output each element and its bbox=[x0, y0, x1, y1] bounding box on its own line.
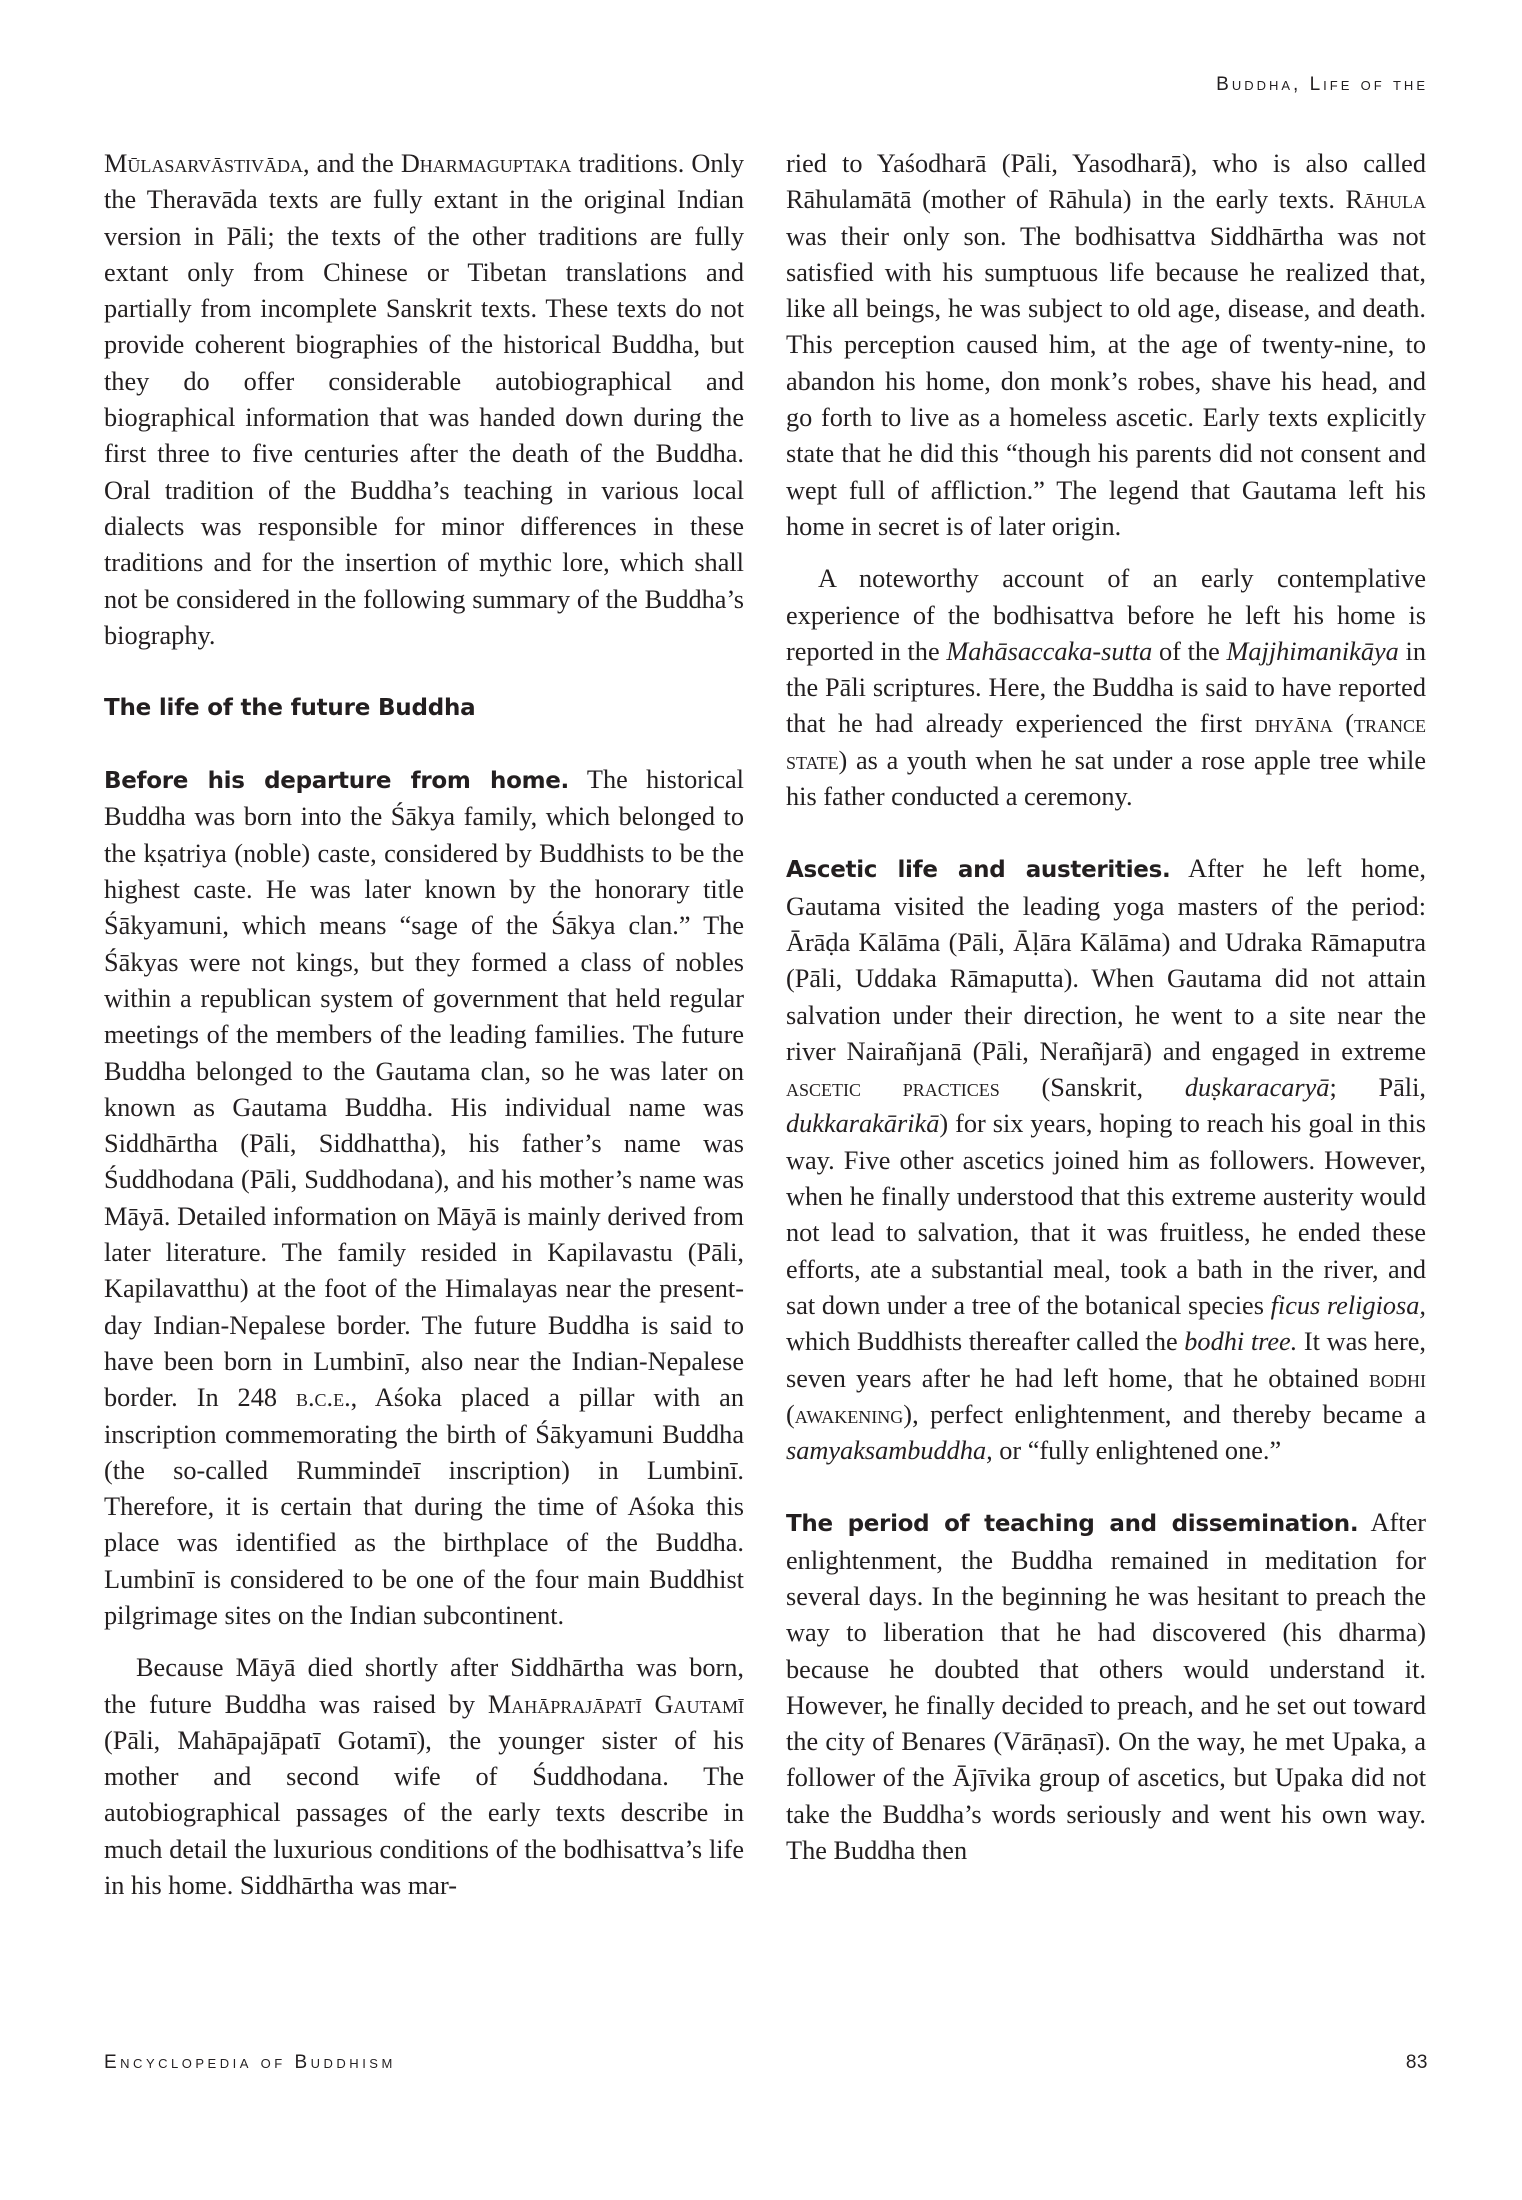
text-run: which Buddhists thereafter called the bbox=[786, 1327, 1185, 1357]
text-run: , perfect enlightenment, and thereby became a bbox=[912, 1399, 1426, 1429]
text-run: or “fully enlightened one.” bbox=[992, 1436, 1282, 1466]
page-number: 83 bbox=[1405, 2052, 1428, 2073]
small-caps-term: bodhi (awakening) bbox=[786, 1363, 1426, 1429]
italic-term: ficus religiosa, bbox=[1270, 1290, 1427, 1320]
text-run: The historical Buddha was born into the Śākya family, which belonged to the kṣatriya (noble) caste, considered by Buddhists to be the highest caste. He was later known by the honorary title Śākyamuni, which means “sage of the Śākya clan.” The Śākyas were not kings, but they formed a class of nobles within a republican system of government that held regular meetings of the members of the leading families. The future Buddha belonged to the Gautama clan, so he was later on known as Gautama Buddha. His individual name was Siddhārtha (Pāli, Siddhattha), his father’s name was Śuddhodana (Pāli, Suddhodana), and his mother’s name was Māyā. Detailed information on Māyā is mainly derived from later literature. The family resided in Kapilavastu (Pāli, Kapilavatthu) at the foot of the Himalayas near the present-day Indian-Nepalese border. The future Buddha is said to have been born in Lumbinī, also near the Indian-Nepalese border. In 248 bbox=[104, 765, 744, 1413]
right-column bbox=[786, 146, 1426, 1869]
text-run: It was here, seven years after he had left home, that he obtained bbox=[786, 1327, 1426, 1393]
text-run: was their only son. The bodhisattva Siddhārtha was not satisfied with his sumptuous life because he realized that, like all beings, he was subject to old age, disease, and death. This perception caused him, at the age of twenty-nine, to abandon his home, don monk’s robes, shave his head, and go forth to live as a homeless ascetic. Early texts explicitly state that he did this “though his parents did not consent and wept full of affliction.” The legend that Gautama left his home in secret is of later origin. bbox=[786, 221, 1426, 541]
running-head: Buddha, Life of the bbox=[1216, 74, 1428, 95]
text-run: ; Pāli, bbox=[1329, 1073, 1426, 1103]
text-run: (Sanskrit, bbox=[999, 1073, 1185, 1103]
text-run: in the Pāli scriptures. Here, the Buddha is said to have reported that he had already experienced the first bbox=[786, 636, 1426, 739]
italic-term: bodhi tree. bbox=[1184, 1327, 1298, 1357]
italic-term: duṣkaracaryā bbox=[1184, 1073, 1330, 1103]
paragraph-contemplative bbox=[786, 561, 1426, 815]
text-run: as a youth when he sat under a rose apple tree while his father conducted a ceremony. bbox=[786, 745, 1426, 812]
paragraph-body bbox=[786, 1508, 1426, 1865]
italic-term: Mahāsaccaka-sutta bbox=[946, 636, 1153, 666]
text-run: (Pāli, Mahāpajāpatī Gotamī), the younger sister of his mother and second wife of Śuddhodana. The autobiographical passages of the early texts describe in much detail the luxurious conditions of the bodhisattva’s life in his home. Siddhārtha was mar- bbox=[104, 1725, 744, 1901]
text-run: , Aśoka placed a pillar with an inscription commemorating the birth of Śākyamuni Buddha (the so-called Rummindeī inscription) in Lumbinī. Therefore, it is certain that during the time of Aśoka this place was identified as the birthplace of the Buddha. Lumbinī is considered to be one of the four main Buddhist pilgrimage sites on the Indian subcontinent. bbox=[104, 1383, 744, 1630]
runin-heading: Ascetic life and austerities. bbox=[786, 857, 1171, 884]
text-run: After he left home, Gautama visited the leading yoga masters of the period: Ārāḍa Kālāma (Pāli, Āḷāra Kālāma) and Udraka Rāmaputra (Pāli, Uddaka Rāmaputta). When Gautama did not attain salvation under their direction, he went to a site near the river Nairañjanā (Pāli, Nerañjarā) and engaged in extreme bbox=[786, 854, 1426, 1066]
section-heading: The life of the future Buddha bbox=[104, 695, 476, 722]
text-run: ried to Yaśodharā (Pāli, Yasodharā), who is also called Rāhulamātā (mother of Rāhula) in the early texts. bbox=[786, 149, 1426, 215]
small-caps-term: Dharmaguptaka bbox=[400, 149, 572, 178]
paragraph-marriage bbox=[786, 146, 1426, 545]
small-caps-term: b.c.e. bbox=[295, 1383, 351, 1413]
left-column bbox=[104, 146, 744, 1904]
text-run: A noteworthy account of an early contemplative experience of the bodhisattva before he left his home is reported in the bbox=[786, 564, 1426, 666]
paragraph-teaching bbox=[786, 1505, 1426, 1869]
paragraph-traditions bbox=[104, 146, 744, 654]
paragraph-ascetic-life bbox=[786, 851, 1426, 1469]
text-run: , and the bbox=[302, 149, 401, 178]
paragraph-maya bbox=[104, 1650, 744, 1904]
page-footer bbox=[104, 2052, 1428, 2074]
text-run: ) for six years, hoping to reach his goal in this way. Five other ascetics joined him as followers. However, when he finally understood that this extreme austerity would not lead to salvation, that it was fruitless, he ended these efforts, ate a substantial meal, took a bath in the river, and sat down under a tree of the botanical species bbox=[786, 1109, 1426, 1320]
text-run: Because Māyā died shortly after Siddhārtha was born, the future Buddha was raised by bbox=[104, 1653, 744, 1719]
publication-title: Encyclopedia of Buddhism bbox=[104, 2052, 396, 2073]
text-run: of the bbox=[1152, 636, 1227, 666]
paragraph-body bbox=[786, 854, 1426, 1465]
paragraph-body bbox=[104, 765, 744, 1630]
text-run: After enlightenment, the Buddha remained in meditation for several days. In the beginning he was hesitant to preach the way to liberation that he had discovered (his dharma) because he doubted that others would understand it. However, he finally decided to preach, and he set out toward the city of Benares (Vārāṇasī). On the way, he met Upaka, a follower of the Ājīvika group of ascetics, but Upaka did not take the Buddha’s words seriously and went his own way. The Buddha then bbox=[786, 1508, 1426, 1866]
small-caps-term: dhyāna (trance state) bbox=[786, 709, 1427, 775]
small-caps-term: Mahāprajāpatī Gautamī bbox=[487, 1689, 744, 1719]
paragraph-before-departure bbox=[104, 762, 744, 1634]
runin-heading: The period of teaching and dissemination. bbox=[786, 1511, 1359, 1538]
runin-heading: Before his departure from home. bbox=[104, 768, 569, 795]
small-caps-term: Rāhula bbox=[1345, 185, 1426, 215]
small-caps-term: Mūlasarvāstivāda bbox=[104, 149, 303, 178]
text-run: traditions. Only the Theravāda texts are fully extant in the original Indian version in Pāli; the texts of the other traditions are fully extant only from Chinese or Tibetan translations and partially from incomplete Sanskrit texts. These texts do not provide coherent biographies of the historical Buddha, but they do offer considerable autobiographical and biographical information that was handed down during the first three to five centuries after the death of the Buddha. Oral tradition of the Buddha’s teaching in various local dialects was responsible for minor differences in these traditions and for the insertion of mythic lore, which shall not be considered in the following summary of the Buddha’s biography. bbox=[104, 149, 744, 650]
italic-term: samyaksambuddha, bbox=[786, 1436, 993, 1466]
italic-term: dukkarakārikā bbox=[786, 1109, 940, 1139]
small-caps-term: ascetic practices bbox=[786, 1073, 1000, 1103]
italic-term: Majjhimanikāya bbox=[1226, 636, 1399, 666]
